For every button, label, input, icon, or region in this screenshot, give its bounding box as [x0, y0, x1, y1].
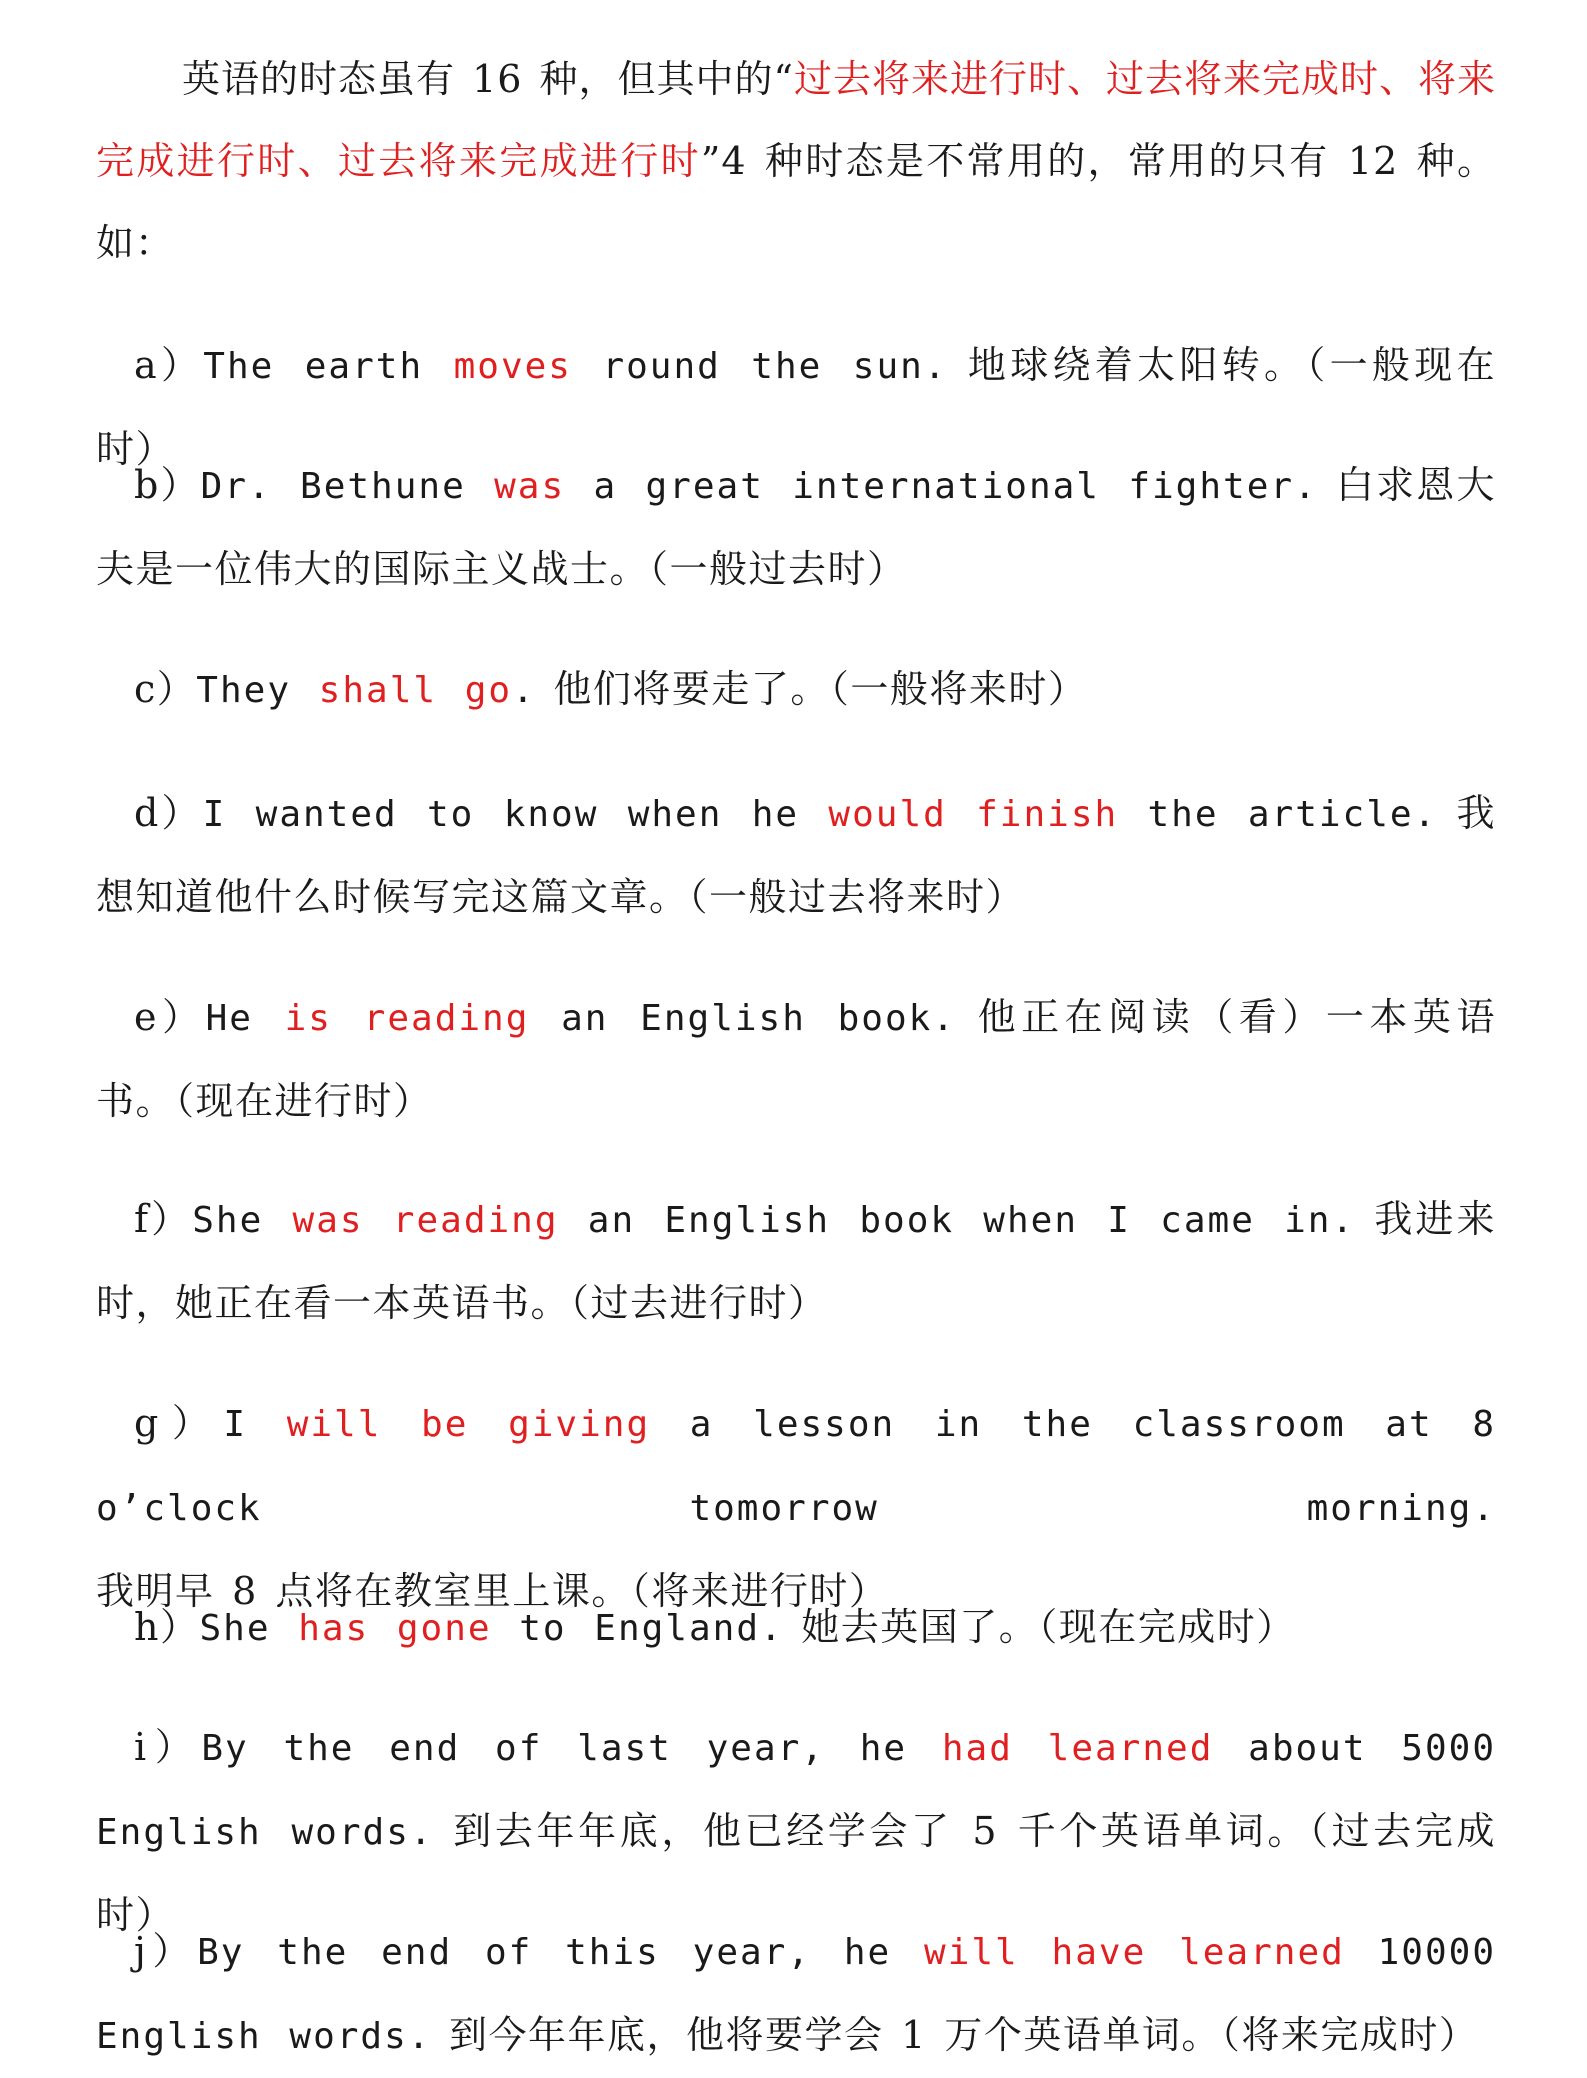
example-b [96, 444, 1496, 610]
example-label: f） [134, 1197, 193, 1241]
example-verb: will have learned [924, 1932, 1345, 1973]
example-label: c） [134, 667, 197, 711]
example-english-post: a great international fighter. [565, 466, 1318, 507]
example-chinese: 我想知道他什么时候写完这篇文章。（一般过去将来时） [96, 791, 1496, 919]
example-label: h） [134, 1605, 200, 1649]
example-chinese: 他们将要走了。（一般将来时） [553, 667, 1088, 711]
example-verb: will be giving [286, 1404, 651, 1445]
example-verb: is reading [284, 998, 530, 1039]
example-verb: would finish [828, 794, 1119, 835]
example-english-pre: I wanted to know when he [202, 794, 829, 835]
example-verb: moves [453, 346, 572, 387]
example-english-post: round the sun. [571, 346, 948, 387]
example-f [96, 1178, 1496, 1344]
example-label: e） [134, 995, 206, 1039]
example-label: g） [134, 1401, 224, 1445]
example-english-pre: They [196, 670, 319, 711]
example-english-post: 10000 English words. [96, 1932, 1496, 2057]
example-english-post: about 5000 English words. [96, 1728, 1496, 1853]
example-english-pre: By the end of this year, he [197, 1932, 925, 1973]
example-english-pre: He [205, 998, 285, 1039]
example-label: j） [134, 1929, 198, 1973]
example-english-pre: She [192, 1200, 293, 1241]
example-english-post: . [512, 670, 536, 711]
example-chinese: 他正在阅读（看）一本英语书。（现在进行时） [96, 995, 1496, 1123]
example-label: b） [134, 463, 201, 507]
intro-text-end: ”4 种时态是不常用的，常用的只有 12 种。如： [96, 139, 1496, 265]
example-chinese: 到今年年底，他将要学会 1 万个英语单词。（将来完成时） [449, 2013, 1479, 2057]
intro-paragraph [96, 38, 1496, 284]
example-verb: has gone [298, 1608, 492, 1649]
example-english-pre: I [223, 1404, 287, 1445]
example-chinese: 她去英国了。（现在完成时） [801, 1605, 1296, 1649]
example-label: i） [134, 1725, 202, 1769]
example-verb: was [494, 466, 566, 507]
example-chinese: 白求恩大夫是一位伟大的国际主义战士。（一般过去时） [96, 463, 1496, 591]
intro-text-start: 英语的时态虽有 16 种，但其中的“ [182, 57, 794, 101]
example-verb: had learned [941, 1728, 1214, 1769]
example-chinese: 我明早 8 点将在教室里上课。（将来进行时） [96, 1569, 889, 1613]
example-chinese: 到去年年底，他已经学会了 5 千个英语单词。（过去完成时） [96, 1809, 1496, 1937]
example-english-pre: Dr. Bethune [200, 466, 495, 507]
example-verb: shall go [318, 670, 513, 711]
example-english-post: to England. [491, 1608, 784, 1649]
example-d [96, 772, 1496, 938]
example-english-post: the article. [1118, 794, 1438, 835]
example-english-pre: The earth [203, 346, 454, 387]
example-label: d） [134, 791, 203, 835]
example-verb: was reading [292, 1200, 559, 1241]
example-english-pre: By the end of last year, he [201, 1728, 942, 1769]
example-h [96, 1586, 1496, 1670]
example-english-post: an English book. [529, 998, 956, 1039]
example-english-pre: She [199, 1608, 299, 1649]
example-chinese: 我进来时，她正在看一本英语书。（过去进行时） [96, 1197, 1496, 1325]
example-english-post: a lesson in the classroom at 8 o’clock tomorrow morning. [96, 1404, 1497, 1529]
intro-highlight: 过去将来进行时、过去将来完成时、将来完成进行时、过去将来完成进行时 [96, 57, 1496, 183]
example-chinese: 地球绕着太阳转。（一般现在时） [96, 343, 1496, 471]
example-english-post: an English book when I came in. [558, 1200, 1356, 1241]
example-e [96, 976, 1496, 1142]
example-c [96, 648, 1496, 732]
example-j [96, 1910, 1496, 2078]
document-page [96, 0, 1497, 2057]
example-label: a） [134, 343, 204, 387]
